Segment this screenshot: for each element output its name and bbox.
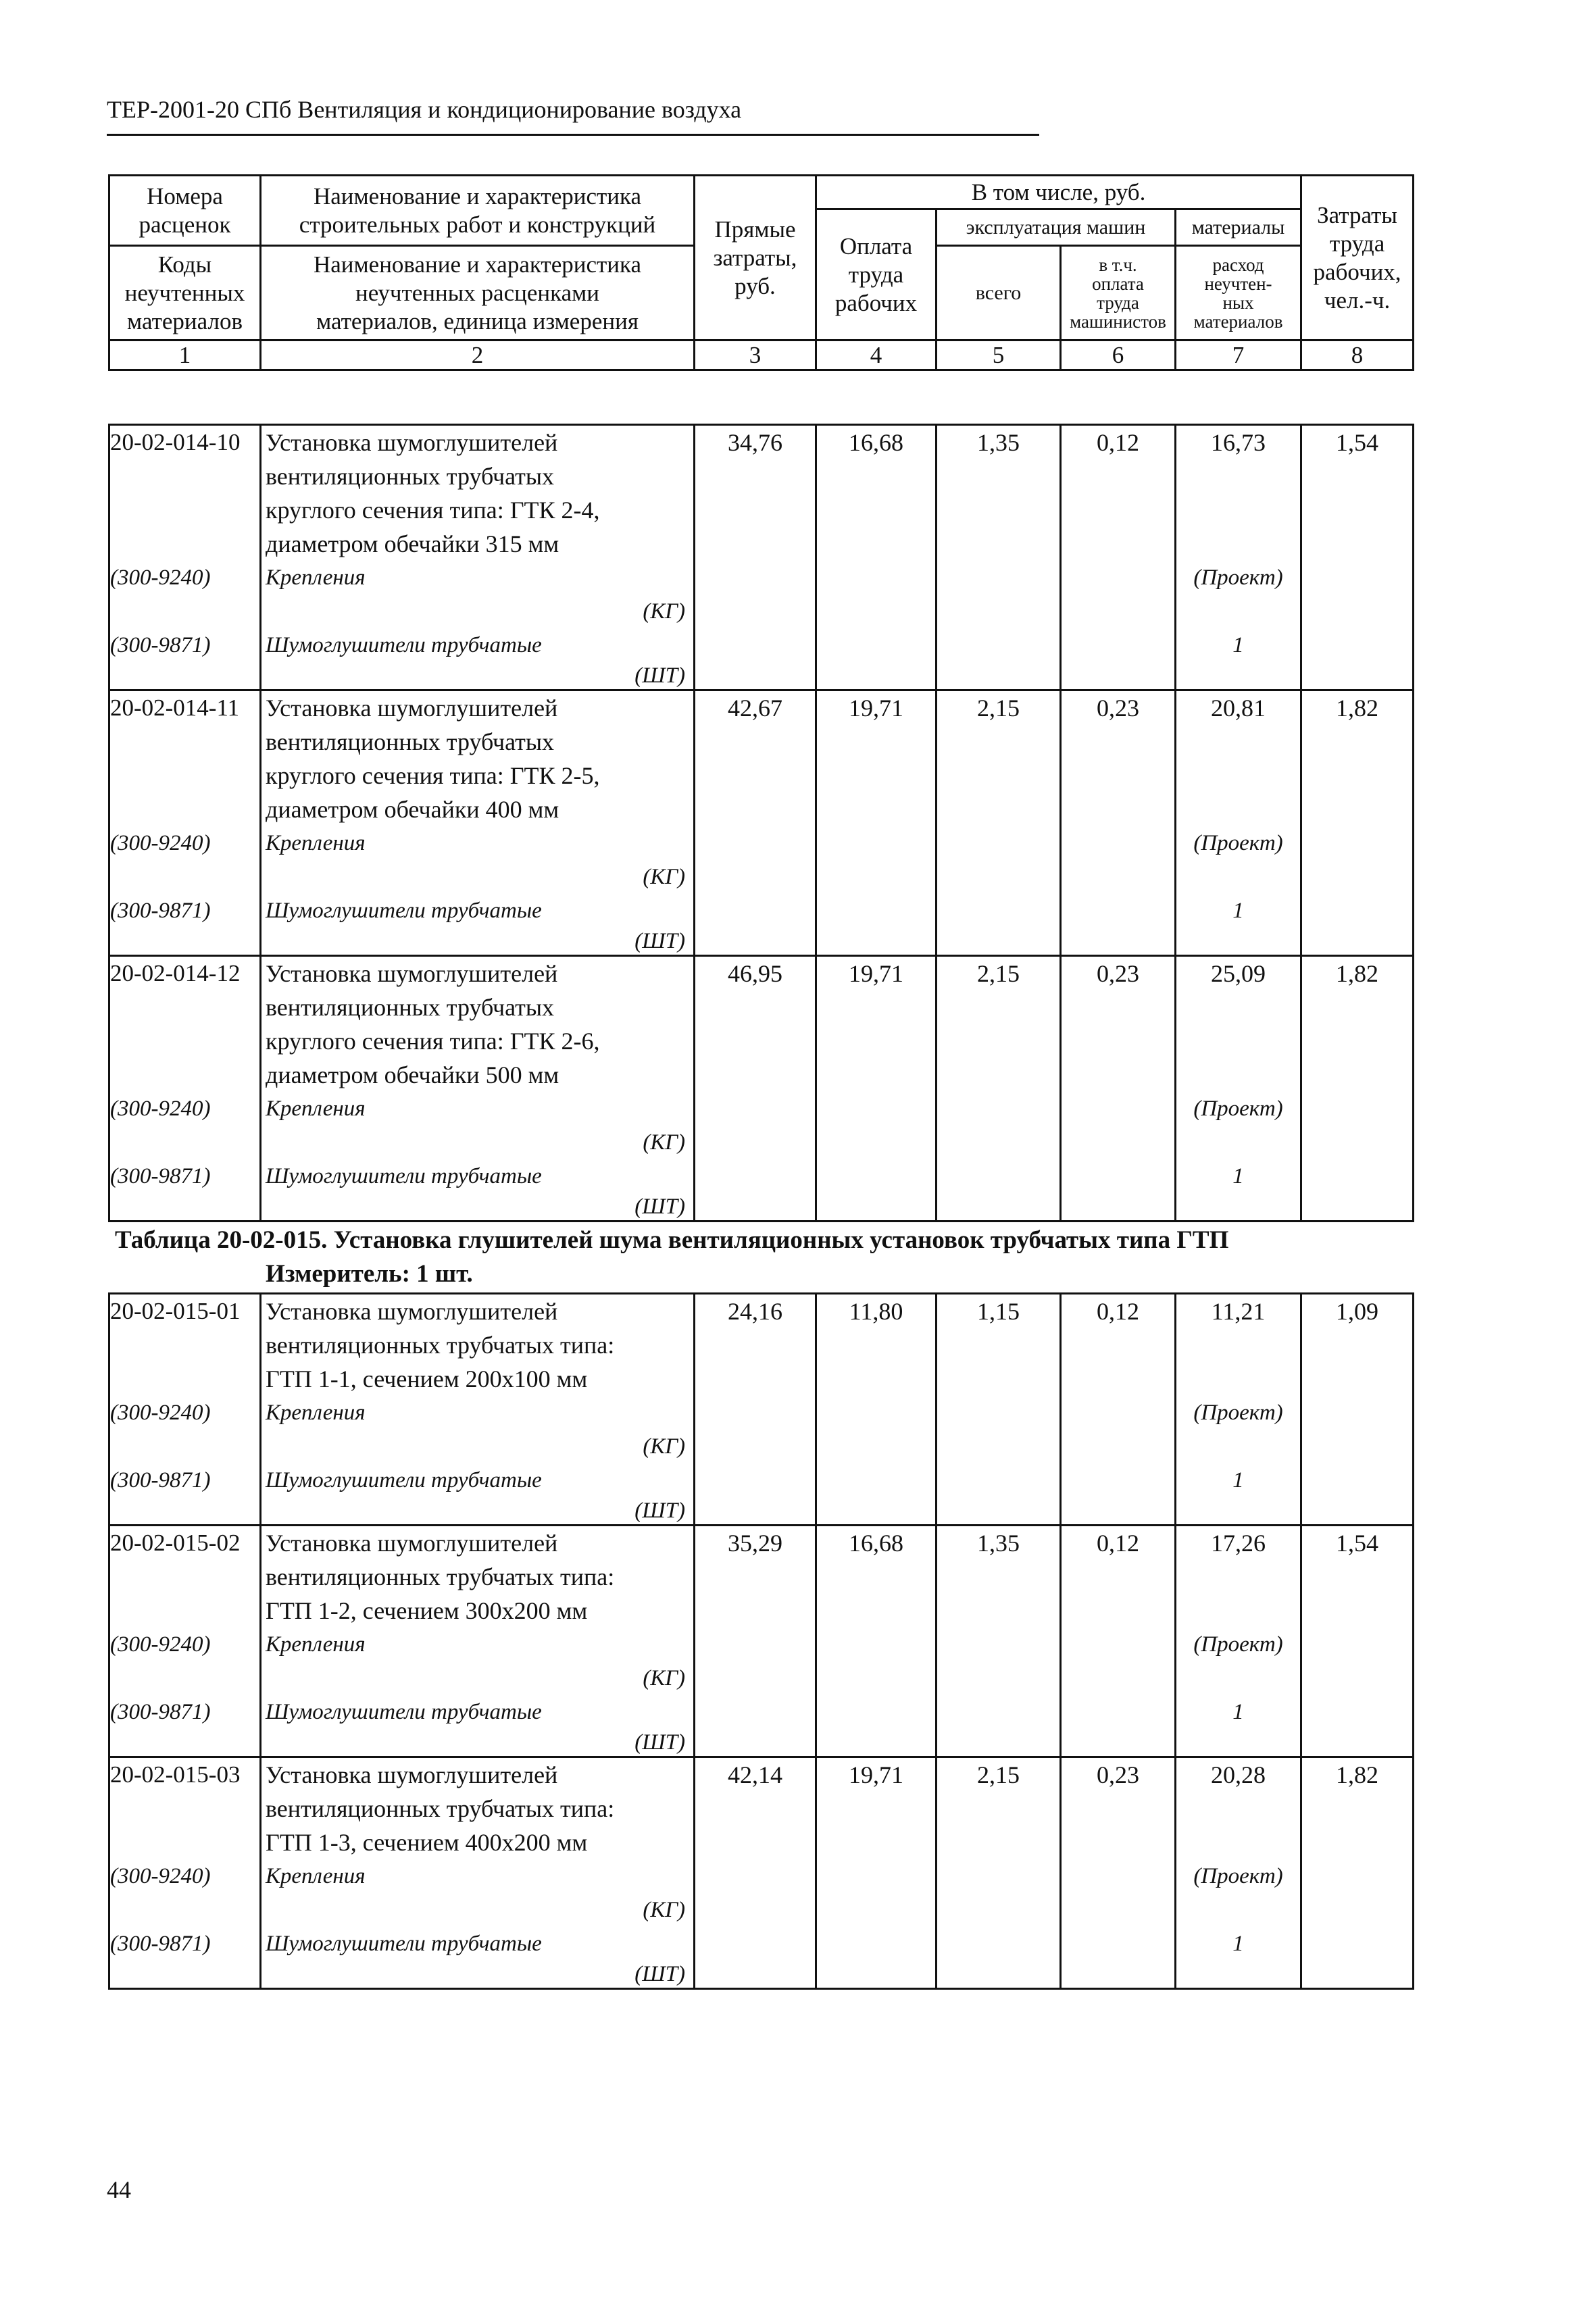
materials-cost: 17,26	[1211, 1530, 1266, 1557]
labor-pay: 19,71	[849, 695, 903, 722]
spacer	[110, 860, 259, 894]
spacer	[1176, 793, 1300, 826]
direct-cost-cell	[695, 425, 816, 690]
description-line: Установка шумоглушителей	[266, 960, 558, 987]
direct-cost-cell	[695, 1757, 816, 1989]
spacer	[110, 1594, 259, 1628]
operators-pay: 0,12	[1097, 429, 1139, 456]
rate-code-cell	[109, 1294, 261, 1526]
rate-code: 20-02-014-12	[110, 960, 241, 986]
rate-code: 20-02-015-03	[110, 1761, 241, 1788]
description-line: круглого сечения типа: ГТК 2-6,	[266, 1028, 600, 1055]
labor-pay-cell	[816, 1294, 937, 1526]
spacer	[1176, 595, 1300, 628]
labor-pay: 19,71	[849, 960, 903, 987]
description-cell	[261, 1757, 695, 1989]
rate-code: 20-02-015-02	[110, 1530, 241, 1556]
description-line: вентиляционных трубчатых типа:	[266, 1563, 615, 1590]
spacer	[1176, 1058, 1300, 1092]
machines-total-cell	[937, 425, 1061, 690]
labor-hours-cell	[1301, 1294, 1414, 1526]
rate-code: 20-02-014-11	[110, 695, 240, 721]
material-name: Крепления	[266, 1864, 366, 1888]
material-name: Крепления	[266, 1401, 366, 1425]
spacer	[110, 1328, 259, 1362]
material-quantity: (Проект)	[1193, 1632, 1283, 1657]
direct-cost-cell	[695, 1526, 816, 1757]
spacer	[110, 527, 259, 561]
col-number: 6	[1061, 341, 1176, 370]
machines-total: 2,15	[977, 695, 1020, 722]
materials-cell	[1176, 956, 1301, 1222]
material-unit: (ШТ)	[634, 929, 685, 953]
material-name: Шумоглушители трубчатые	[266, 1468, 542, 1492]
labor-pay-cell	[816, 956, 937, 1222]
materials-header: материалы	[1176, 209, 1301, 246]
operators-pay: 0,23	[1097, 695, 1139, 722]
machines-total-cell	[937, 1526, 1061, 1757]
labor-hours: 1,54	[1336, 429, 1378, 456]
description-cell	[261, 1294, 695, 1526]
direct-cost-cell	[695, 690, 816, 956]
operators-pay-cell	[1061, 1294, 1176, 1526]
materials-cell	[1176, 1526, 1301, 1757]
description-line: ГТП 1-3, сечением 400х200 мм	[266, 1829, 588, 1856]
machines-total: 2,15	[977, 960, 1020, 987]
description-cell	[261, 690, 695, 956]
material-name: Крепления	[266, 1632, 366, 1657]
description-line: ГТП 1-2, сечением 300х200 мм	[266, 1597, 588, 1624]
labor-hours-cell	[1301, 1757, 1414, 1989]
material-code: (300-9871)	[110, 1468, 211, 1492]
page-number: 44	[107, 2176, 131, 2203]
description-line: ГТП 1-1, сечением 200х100 мм	[266, 1365, 588, 1392]
operators-pay-cell	[1061, 956, 1176, 1222]
materials-cost: 20,81	[1211, 695, 1266, 722]
labor-hours-cell	[1301, 690, 1414, 956]
material-unit: (ШТ)	[634, 1962, 685, 1986]
rate-code-cell	[109, 425, 261, 690]
labor-hours-cell	[1301, 425, 1414, 690]
material-name: Шумоглушители трубчатые	[266, 1932, 542, 1956]
rates-table-20-02-015	[108, 1292, 1414, 1990]
spacer	[110, 1826, 259, 1859]
machines-total-cell	[937, 1757, 1061, 1989]
material-code: (300-9240)	[110, 1632, 211, 1657]
spacer	[1176, 1328, 1300, 1362]
machines-total-cell	[937, 1294, 1061, 1526]
labor-hours: 1,09	[1336, 1298, 1378, 1325]
labor-pay-cell	[816, 1526, 937, 1757]
rate-code: 20-02-014-10	[110, 429, 241, 455]
spacer	[110, 1430, 259, 1463]
material-code: (300-9240)	[110, 1864, 211, 1888]
spacer	[110, 990, 259, 1024]
col-number: 2	[261, 341, 695, 370]
material-quantity: (Проект)	[1193, 565, 1283, 590]
spacer	[110, 1729, 259, 1756]
material-unit: (КГ)	[643, 1434, 685, 1459]
description-cell	[261, 956, 695, 1222]
spacer	[1176, 1792, 1300, 1826]
material-unit: (КГ)	[643, 599, 685, 624]
spacer	[110, 1893, 259, 1927]
spacer	[110, 1661, 259, 1695]
col-number: 3	[695, 341, 816, 370]
spacer	[110, 1058, 259, 1092]
material-quantity: 1	[1232, 1164, 1244, 1188]
operators-pay-cell	[1061, 1757, 1176, 1989]
spacer	[110, 725, 259, 759]
rate-code-cell	[109, 956, 261, 1222]
labor-pay: 16,68	[849, 429, 903, 456]
spacer	[110, 1497, 259, 1524]
description-line: круглого сечения типа: ГТК 2-5,	[266, 762, 600, 789]
labor-hours: 1,54	[1336, 1530, 1378, 1557]
materials-cell	[1176, 1757, 1301, 1989]
material-code: (300-9871)	[110, 633, 211, 657]
material-code: (300-9871)	[110, 1164, 211, 1188]
machines-total-cell	[937, 690, 1061, 956]
spacer	[1176, 459, 1300, 493]
labor-pay: 11,80	[849, 1298, 903, 1325]
material-quantity: 1	[1232, 1700, 1244, 1724]
col6-header: в т.ч. оплата труда машинистов	[1061, 246, 1176, 341]
spacer	[1176, 1362, 1300, 1396]
table-row	[109, 690, 1414, 956]
column-header-table	[108, 174, 1414, 371]
machines-header: эксплуатация машин	[937, 209, 1176, 246]
material-quantity: 1	[1232, 1932, 1244, 1956]
materials-cost: 16,73	[1211, 429, 1266, 456]
labor-pay-cell	[816, 425, 937, 690]
direct-cost: 42,14	[728, 1761, 782, 1788]
material-code: (300-9871)	[110, 1700, 211, 1724]
table-row	[109, 1757, 1414, 1989]
material-quantity: 1	[1232, 899, 1244, 923]
spacer	[1176, 1661, 1300, 1695]
spacer	[110, 662, 259, 689]
operators-pay: 0,23	[1097, 1761, 1139, 1788]
spacer	[1176, 527, 1300, 561]
spacer	[110, 459, 259, 493]
spacer	[1176, 1126, 1300, 1159]
spacer	[110, 759, 259, 793]
operators-pay-cell	[1061, 425, 1176, 690]
col1-header-bottom: Коды неучтенных материалов	[109, 246, 261, 341]
material-name: Крепления	[266, 565, 366, 590]
spacer	[1176, 860, 1300, 894]
labor-hours: 1,82	[1336, 695, 1378, 722]
labor-hours: 1,82	[1336, 1761, 1378, 1788]
description-line: Установка шумоглушителей	[266, 1298, 558, 1325]
direct-cost: 42,67	[728, 695, 782, 722]
spacer	[110, 1961, 259, 1988]
spacer	[1176, 493, 1300, 527]
rate-code: 20-02-015-01	[110, 1298, 241, 1324]
description-line: вентиляционных трубчатых	[266, 463, 555, 490]
spacer	[110, 1193, 259, 1220]
labor-pay: 16,68	[849, 1530, 903, 1557]
spacer	[1176, 759, 1300, 793]
col5-header: всего	[937, 246, 1061, 341]
description-line: вентиляционных трубчатых	[266, 994, 555, 1021]
material-code: (300-9240)	[110, 831, 211, 855]
operators-pay: 0,12	[1097, 1530, 1139, 1557]
spacer	[1176, 990, 1300, 1024]
description-line: Установка шумоглушителей	[266, 1761, 558, 1788]
description-line: диаметром обечайки 500 мм	[266, 1061, 559, 1088]
material-name: Шумоглушители трубчатые	[266, 1164, 542, 1188]
description-line: Установка шумоглушителей	[266, 695, 558, 722]
materials-cell	[1176, 690, 1301, 956]
material-quantity: (Проект)	[1193, 831, 1283, 855]
description-line: вентиляционных трубчатых типа:	[266, 1795, 615, 1822]
material-name: Шумоглушители трубчатые	[266, 899, 542, 923]
direct-cost: 46,95	[728, 960, 782, 987]
labor-pay-cell	[816, 1757, 937, 1989]
table-caption: Таблица 20-02-015. Установка глушителей шума вентиляционных установок трубчатых типа ГТП	[115, 1226, 1229, 1254]
material-code: (300-9871)	[110, 1932, 211, 1956]
spacer	[1176, 1594, 1300, 1628]
operators-pay: 0,12	[1097, 1298, 1139, 1325]
material-name: Крепления	[266, 1097, 366, 1121]
description-line: диаметром обечайки 400 мм	[266, 796, 559, 823]
rate-code-cell	[109, 1757, 261, 1989]
direct-cost: 34,76	[728, 429, 782, 456]
labor-pay: 19,71	[849, 1761, 903, 1788]
material-unit: (ШТ)	[634, 1730, 685, 1755]
material-quantity: (Проект)	[1193, 1097, 1283, 1121]
col-number: 1	[109, 341, 261, 370]
material-name: Шумоглушители трубчатые	[266, 633, 542, 657]
spacer	[1176, 1893, 1300, 1927]
col4-header: Оплата труда рабочих	[816, 209, 937, 341]
labor-hours-cell	[1301, 1526, 1414, 1757]
spacer	[1176, 1729, 1300, 1756]
materials-cell	[1176, 425, 1301, 690]
machines-total: 1,35	[977, 1530, 1020, 1557]
document-header: ТЕР-2001-20 СПб Вентиляция и кондиционирование воздуха	[107, 93, 1039, 136]
materials-cost: 25,09	[1211, 960, 1266, 987]
col-number: 7	[1176, 341, 1301, 370]
direct-cost: 35,29	[728, 1530, 782, 1557]
material-unit: (ШТ)	[634, 663, 685, 688]
table-row	[109, 1294, 1414, 1526]
direct-cost-cell	[695, 1294, 816, 1526]
spacer	[1176, 928, 1300, 955]
spacer	[1176, 1497, 1300, 1524]
spacer	[1176, 1560, 1300, 1594]
materials-cost: 11,21	[1211, 1298, 1266, 1325]
including-header: В том числе, руб.	[816, 176, 1301, 209]
rate-code-cell	[109, 690, 261, 956]
table-row	[109, 425, 1414, 690]
col7-header: расход неучтен- ных материалов	[1176, 246, 1301, 341]
labor-hours: 1,82	[1336, 960, 1378, 987]
material-name: Шумоглушители трубчатые	[266, 1700, 542, 1724]
table-meter: Измеритель: 1 шт.	[266, 1260, 473, 1288]
labor-hours-cell	[1301, 956, 1414, 1222]
rates-table-20-02-014	[108, 424, 1414, 1222]
spacer	[110, 793, 259, 826]
material-code: (300-9240)	[110, 565, 211, 590]
spacer	[1176, 1193, 1300, 1220]
materials-cost: 20,28	[1211, 1761, 1266, 1788]
material-quantity: 1	[1232, 633, 1244, 657]
description-line: вентиляционных трубчатых	[266, 728, 555, 755]
materials-cell	[1176, 1294, 1301, 1526]
spacer	[110, 595, 259, 628]
spacer	[110, 1792, 259, 1826]
material-code: (300-9871)	[110, 899, 211, 923]
spacer	[110, 928, 259, 955]
material-quantity: 1	[1232, 1468, 1244, 1492]
operators-pay-cell	[1061, 1526, 1176, 1757]
material-unit: (КГ)	[643, 1666, 685, 1690]
spacer	[1176, 1961, 1300, 1988]
spacer	[1176, 662, 1300, 689]
material-quantity: (Проект)	[1193, 1864, 1283, 1888]
col2-header-bottom: Наименование и характеристика неучтенных расценками материалов, единица измерения	[261, 246, 695, 341]
machines-total: 1,15	[977, 1298, 1020, 1325]
machines-total: 2,15	[977, 1761, 1020, 1788]
description-line: Установка шумоглушителей	[266, 429, 558, 456]
col-number: 4	[816, 341, 937, 370]
description-line: вентиляционных трубчатых типа:	[266, 1332, 615, 1359]
material-unit: (КГ)	[643, 1130, 685, 1155]
material-unit: (КГ)	[643, 865, 685, 889]
spacer	[110, 1024, 259, 1058]
direct-cost-cell	[695, 956, 816, 1222]
description-cell	[261, 425, 695, 690]
spacer	[110, 1560, 259, 1594]
operators-pay-cell	[1061, 690, 1176, 956]
col1-header-top: Номера расценок	[109, 176, 261, 246]
spacer	[110, 1362, 259, 1396]
material-code: (300-9240)	[110, 1401, 211, 1425]
machines-total: 1,35	[977, 429, 1020, 456]
direct-cost: 24,16	[728, 1298, 782, 1325]
description-line: Установка шумоглушителей	[266, 1530, 558, 1557]
material-unit: (ШТ)	[634, 1499, 685, 1523]
spacer	[110, 1126, 259, 1159]
col-number: 8	[1301, 341, 1414, 370]
spacer	[1176, 725, 1300, 759]
col8-header: Затраты труда рабочих, чел.-ч.	[1301, 176, 1414, 341]
operators-pay: 0,23	[1097, 960, 1139, 987]
material-unit: (ШТ)	[634, 1194, 685, 1219]
labor-pay-cell	[816, 690, 937, 956]
rate-code-cell	[109, 1526, 261, 1757]
col2-header-top: Наименование и характеристика строительных работ и конструкций	[261, 176, 695, 246]
description-line: круглого сечения типа: ГТК 2-4,	[266, 497, 600, 524]
material-quantity: (Проект)	[1193, 1401, 1283, 1425]
table-row	[109, 956, 1414, 1222]
material-name: Крепления	[266, 831, 366, 855]
col3-header: Прямые затраты, руб.	[695, 176, 816, 341]
col-number: 5	[937, 341, 1061, 370]
table-row	[109, 1526, 1414, 1757]
material-unit: (КГ)	[643, 1898, 685, 1922]
material-code: (300-9240)	[110, 1097, 211, 1121]
description-cell	[261, 1526, 695, 1757]
description-line: диаметром обечайки 315 мм	[266, 530, 559, 557]
spacer	[1176, 1024, 1300, 1058]
spacer	[1176, 1430, 1300, 1463]
machines-total-cell	[937, 956, 1061, 1222]
spacer	[1176, 1826, 1300, 1859]
spacer	[110, 493, 259, 527]
